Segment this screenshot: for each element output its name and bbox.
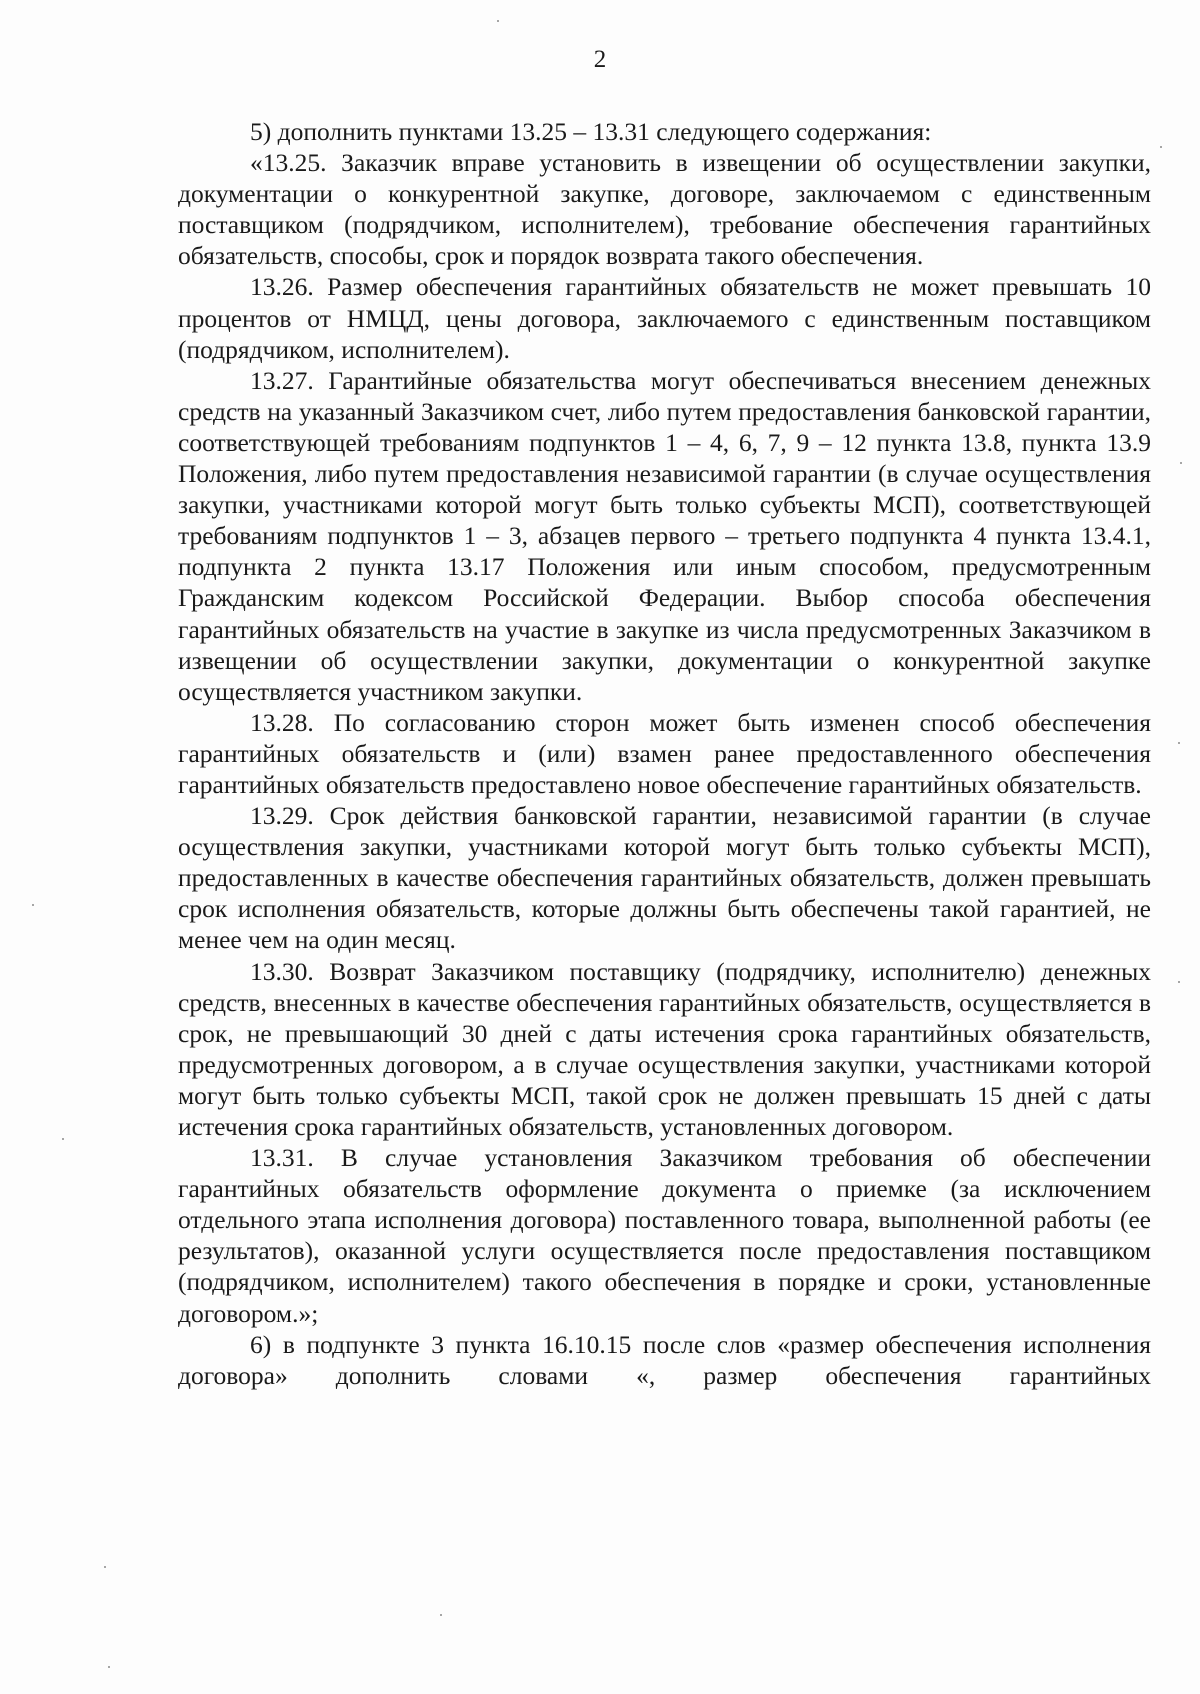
document-body xyxy=(178,116,1151,1391)
paragraph-item-5: 5) дополнить пунктами 13.25 – 13.31 следующего содержания: xyxy=(250,117,932,146)
paragraph-13-28: 13.28. По согласованию сторон может быть изменен способ обеспечения гарантийных обязательств и (или) взамен ранее предоставленного обеспечения гарантийных обязательств предоставлено новое обеспечение гарантийных обязательств. xyxy=(178,707,1151,799)
scan-speck xyxy=(1160,146,1162,148)
scan-speck xyxy=(104,1566,106,1568)
paragraph-13-31: 13.31. В случае установления Заказчиком требования об обеспечении гарантийных обязательств оформление документа о приемке (за исключением отдельного этапа исполнения договора) поставленного товара, выполненной работы (ее результатов), оказанной услуги осуществляется после предоставления поставщиком (подрядчиком, исполнителем) такого обеспечения в порядке и сроки, установленные договором.»; xyxy=(178,1143,1151,1328)
scan-speck xyxy=(440,1614,442,1616)
paragraph-13-29: 13.29. Срок действия банковской гарантии, независимой гарантии (в случае осуществления закупки, участниками которой могут быть только субъекты МСП), предоставленных в качестве обеспечения гарантийных обязательств, должен превышать срок исполнения обязательств, которые должны быть обеспечены такой гарантией, не менее чем на один месяц. xyxy=(178,801,1151,955)
paragraph-13-25: «13.25. Заказчик вправе установить в извещении об осуществлении закупки, документации о конкурентной закупке, договоре, заключаемом с единственным поставщиком (подрядчиком, исполнителем), требование обеспечения гарантийных обязательств, способы, срок и порядок возврата такого обеспечения. xyxy=(178,148,1151,271)
paragraph-item-6: 6) в подпункте 3 пункта 16.10.15 после слов «размер обеспечения исполнения договора» дополнить словами «, размер обеспечения гарантийных xyxy=(178,1329,1151,1390)
scan-speck xyxy=(497,20,499,22)
scan-speck xyxy=(32,904,34,906)
paragraph-13-26: 13.26. Размер обеспечения гарантийных обязательств не может превышать 10 процентов от НМЦД, цены договора, заключаемого с единственным поставщиком (подрядчиком, исполнителем). xyxy=(178,272,1151,364)
scan-speck xyxy=(108,1666,110,1668)
page-number: 2 xyxy=(593,46,607,73)
paragraph-13-30: 13.30. Возврат Заказчиком поставщику (подрядчику, исполнителю) денежных средств, внесенных в качестве обеспечения гарантийных обязательств, осуществляется в срок, не превышающий 30 дней с даты истечения срока гарантийных обязательств, предусмотренных договором, а в случае осуществления закупки, участниками которой могут быть только субъекты МСП, такой срок не должен превышать 15 дней с даты истечения срока гарантийных обязательств, установленных договором. xyxy=(178,956,1151,1141)
scan-speck xyxy=(1180,462,1182,464)
scan-speck xyxy=(1178,742,1180,744)
scan-speck xyxy=(62,1138,64,1140)
scan-speck xyxy=(1178,981,1180,983)
paragraph-13-27: 13.27. Гарантийные обязательства могут обеспечиваться внесением денежных средств на указанный Заказчиком счет, либо путем предоставления банковской гарантии, соответствующей требованиям подпунктов 1 – 4, 6, 7, 9 – 12 пункта 13.8, пункта 13.9 Положения, либо путем предоставления независимой гарантии (в случае осуществления закупки, участниками которой могут быть только субъекты МСП), соответствующей требованиям подпунктов 1 – 3, абзацев первого – третьего подпункта 4 пункта 13.4.1, подпункта 2 пункта 13.17 Положения или иным способом, предусмотренным Гражданским кодексом Российской Федерации. Выбор способа обеспечения гарантийных обязательств на участие в закупке из числа предусмотренных Заказчиком в извещении об осуществлении закупки, документации о конкурентной закупке осуществляется участником закупки. xyxy=(178,365,1151,706)
